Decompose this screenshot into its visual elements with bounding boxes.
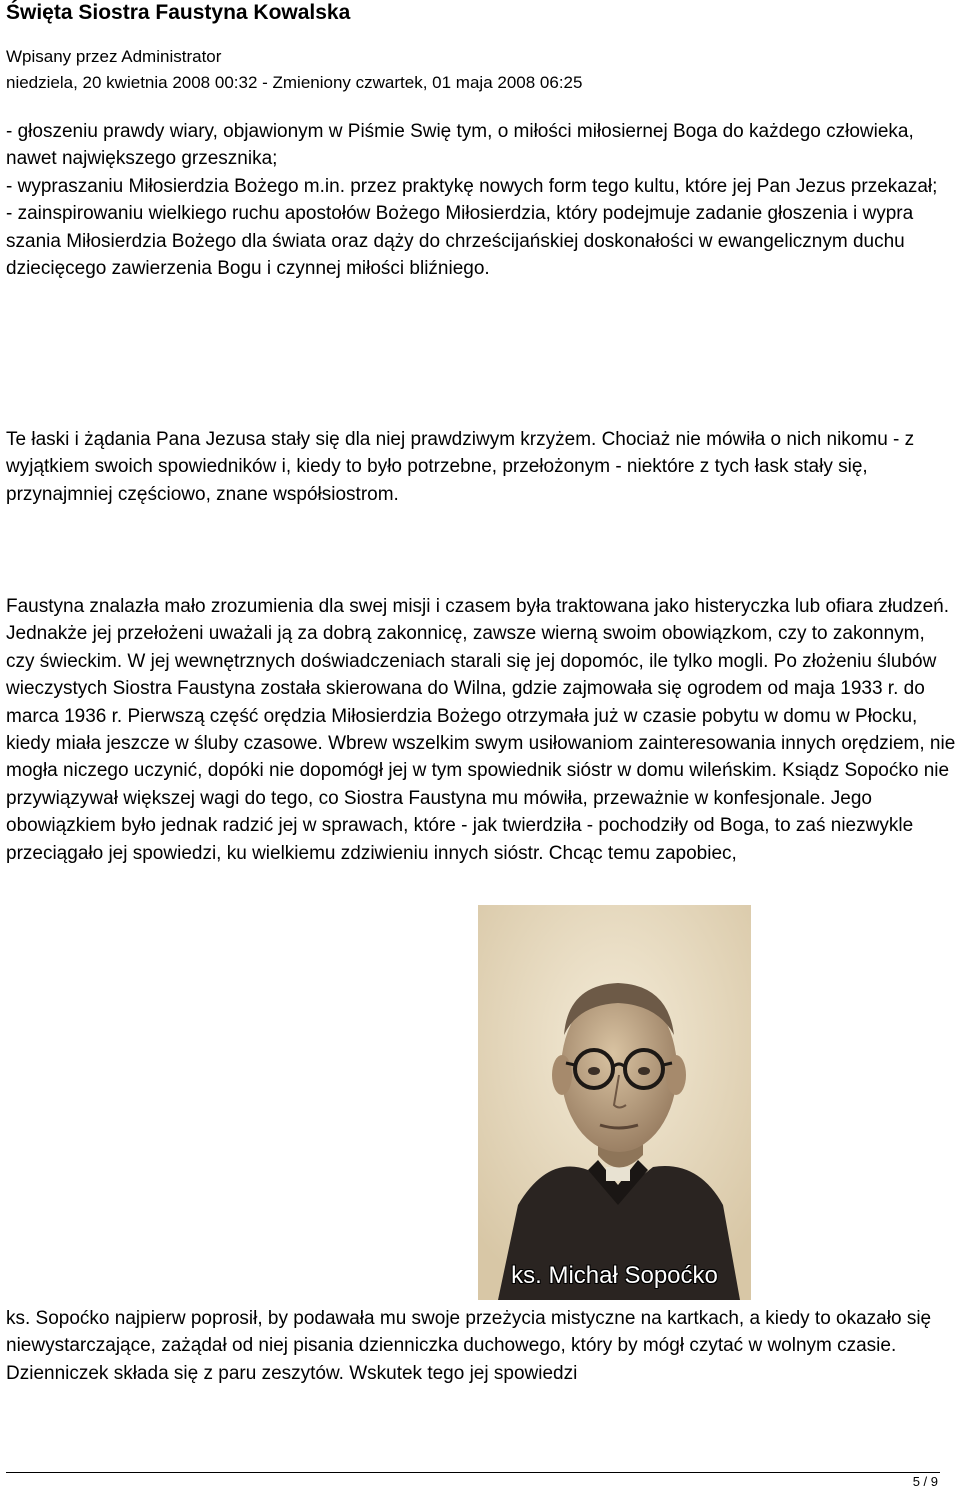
portrait-photo: [478, 905, 751, 1300]
photo-caption: ks. Michał Sopoćko: [511, 1262, 718, 1289]
paragraph-faustyna: Faustyna znalazła mało zrozumienia dla swej misji i czasem była traktowana jako histeryczka lub ofiara złudzeń. Jednakże jej przełożeni uważali ją za dobrą zakonnicę, zawsze wierną swoim obowiązkom, czy to zakonnym, czy świeckim. W jej wewnętrznych doświadczeniach starali się jej dopomóc, ile tylko mogli. Po złożeniu ślubów wieczystych Siostra Faustyna została skierowana do Wilna, gdzie zajmowała się ogrodem od maja 1933 r. do marca 1936 r. Pierwszą część orędzia Miłosierdzia Bożego otrzymała już w czasie pobytu w domu w Płocku, kiedy miała jeszcze w śluby czasowe. Wbrew wszelkim swym usiłowaniom zainteresowania innych orędziem, nie mogła niczego uczynić, dopóki nie dopomógł jej w tym spowiednik sióstr w domu wileńskim. Ksiądz Sopoćko nie przywiązywał większej wagi do tego, co Siostra Faustyna mu mówiła, przeważnie w konfesjonale. Jego obowiązkiem było jednak radzić jej w sprawach, które - jak twierdziła - pochodziły od Boga, to zaś niezwykle przeciągało jej spowiedzi, ku wielkiemu zdziwieniu innych sióstr. Chcąc temu zapobiec,: [6, 596, 956, 864]
paragraph-diary: ks. Sopoćko najpierw poprosił, by podawała mu swoje przeżycia mistyczne na kartkach, a kiedy to okazało się niewystarczające, zażądał od niej pisania dzienniczka duchowego, który by mógł czytać w wolnym czasie. Dzienniczek składa się z paru zeszytów. Wskutek tego jej spowiedzi: [6, 1308, 932, 1384]
page-title: Święta Siostra Faustyna Kowalska: [6, 1, 351, 24]
footer-divider: [6, 1472, 940, 1473]
author-line: Wpisany przez Administrator: [6, 47, 222, 66]
portrait-image: [478, 905, 751, 1300]
date-line: niedziela, 20 kwietnia 2008 00:32 - Zmieniony czwartek, 01 maja 2008 06:25: [6, 73, 583, 92]
paragraph-missions: - głoszeniu prawdy wiary, objawionym w Piśmie Swię tym, o miłości miłosiernej Boga do każdego człowieka, nawet największego grzesznika; - wypraszaniu Miłosierdzia Bożego m.in. przez praktykę nowych form tego kultu, które jej Pan Jezus przekazał; - zainspirowaniu wielkiego ruchu apostołów Bożego Miłosierdzia, który podejmuje zadanie głoszenia i wypra szania Miłosierdzia Bożego dla świata oraz dąży do chrześcijańskiej doskonałości w ewangelicznym duchu dziecięcego zawierzenia Bogu i czynnej miłości bliźniego.: [6, 121, 938, 280]
paragraph-graces: Te łaski i żądania Pana Jezusa stały się dla niej prawdziwym krzyżem. Chociaż nie mówiła o nich nikomu - z wyjątkiem swoich spowiedników i, kiedy to było potrzebne, przełożonym - niektóre z tych łask stały się, przynajmniej częściowo, znane współsiostrom.: [6, 429, 915, 505]
page-number: 5 / 9: [912, 1474, 938, 1489]
